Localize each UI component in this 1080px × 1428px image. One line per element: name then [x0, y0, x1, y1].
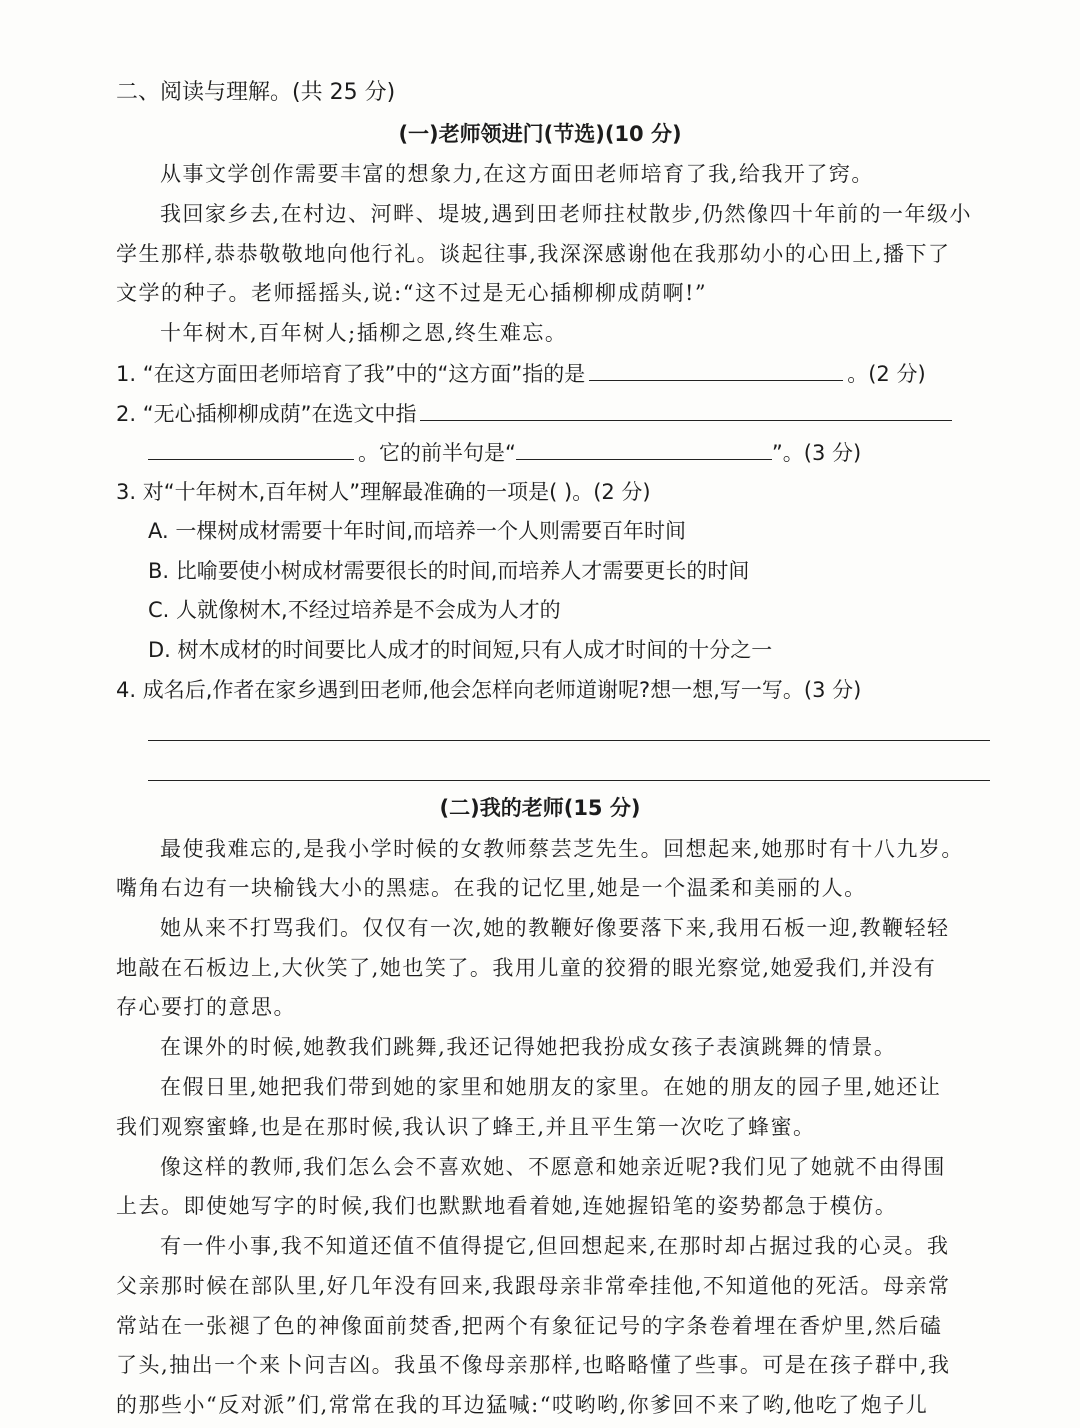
passage1-line: 从事文学创作需要丰富的想象力,在这方面田老师培育了我,给我开了窍。	[160, 162, 874, 186]
answer-blank-2a[interactable]	[420, 398, 952, 421]
passage1-line: 文学的种子。老师摇摇头,说:“这不过是无心插柳柳成荫啊!”	[116, 281, 708, 305]
passage1-line: 学生那样,恭恭敬敬地向他行礼。谈起往事,我深深感谢他在我那幼小的心田上,播下了	[116, 242, 951, 266]
question-2-mid: 。它的前半句是“	[358, 441, 516, 465]
question-3: 3. 对“十年树木,百年树人”理解最准确的一项是( )。(2 分)	[116, 480, 651, 504]
passage2-line: 她从来不打骂我们。仅仅有一次,她的教鞭好像要落下来,我用石板一迎,教鞭轻轻	[160, 916, 950, 940]
passage2-line: 常站在一张褪了色的神像面前焚香,把两个有象征记号的字条卷着埋在香炉里,然后磕	[116, 1314, 943, 1338]
question-1	[116, 358, 926, 389]
passage1-line: 我回家乡去,在村边、河畔、堤坡,遇到田老师拄杖散步,仍然像四十年前的一年级小	[160, 202, 973, 226]
passage1-title: (一)老师领进门(节选)(10 分)	[398, 122, 682, 146]
passage2-line: 嘴角右边有一块榆钱大小的黑痣。在我的记忆里,她是一个温柔和美丽的人。	[116, 876, 867, 900]
passage2-line: 的那些小“反对派”们,常常在我的耳边猛喊:“哎哟哟,你爹回不来了哟,他吃了炮子儿	[116, 1393, 929, 1417]
passage2-line: 我们观察蜜蜂,也是在那时候,我认识了蜂王,并且平生第一次吃了蜂蜜。	[116, 1115, 816, 1139]
option-c[interactable]: C. 人就像树木,不经过培养是不会成为人才的	[148, 598, 561, 622]
answer-blank-2c[interactable]	[516, 437, 772, 460]
question-4: 4. 成名后,作者在家乡遇到田老师,他会怎样向老师道谢呢?想一想,写一写。(3 分)	[116, 678, 862, 702]
passage2-line: 父亲那时候在部队里,好几年没有回来,我跟母亲非常牵挂他,不知道他的死活。母亲常	[116, 1274, 951, 1298]
passage2-line: 在假日里,她把我们带到她的家里和她朋友的家里。在她的朋友的园子里,她还让	[160, 1075, 942, 1099]
answer-line-4b[interactable]	[148, 780, 990, 781]
question-2-score: ”。(3 分)	[771, 441, 862, 465]
passage2-line: 上去。即使她写字的时候,我们也默默地看着她,连她握铅笔的姿势都急于模仿。	[116, 1194, 898, 1218]
option-a[interactable]: A. 一棵树成材需要十年时间,而培养一个人则需要百年时间	[148, 519, 687, 543]
passage2-line: 了头,抽出一个来卜问吉凶。我虽不像母亲那样,也略略懂了些事。可是在孩子群中,我	[116, 1353, 951, 1377]
section-heading: 二、阅读与理解。(共 25 分)	[116, 80, 396, 105]
option-d[interactable]: D. 树木成材的时间要比人成才的时间短,只有人成才时间的十分之一	[148, 638, 773, 662]
question-1-text: 1. “在这方面田老师培育了我”中的“这方面”指的是	[116, 362, 586, 386]
passage2-line: 存心要打的意思。	[116, 995, 296, 1019]
answer-blank-1[interactable]	[589, 358, 843, 381]
passage2-line: 在课外的时候,她教我们跳舞,我还记得她把我扮成女孩子表演跳舞的情景。	[160, 1035, 897, 1059]
passage2-title: (二)我的老师(15 分)	[439, 796, 641, 820]
question-2-text: 2. “无心插柳柳成荫”在选文中指	[116, 402, 417, 426]
passage2-line: 最使我难忘的,是我小学时候的女教师蔡芸芝先生。回想起来,她那时有十八九岁。	[160, 837, 964, 861]
passage2-line: 地敲在石板边上,大伙笑了,她也笑了。我用儿童的狡猾的眼光察觉,她爱我们,并没有	[116, 956, 937, 980]
answer-line-4a[interactable]	[148, 740, 990, 741]
answer-blank-2b[interactable]	[148, 437, 354, 460]
question-1-score: 。(2 分)	[847, 362, 926, 386]
option-b[interactable]: B. 比喻要使小树成材需要很长的时间,而培养人才需要更长的时间	[148, 559, 750, 583]
passage2-line: 有一件小事,我不知道还值不值得提它,但回想起来,在那时却占据过我的心灵。我	[160, 1234, 950, 1258]
passage1-line: 十年树木,百年树人;插柳之恩,终生难忘。	[160, 321, 568, 345]
question-2-continued	[148, 437, 861, 468]
passage2-line: 像这样的教师,我们怎么会不喜欢她、不愿意和她亲近呢?我们见了她就不由得围	[160, 1155, 946, 1179]
question-2	[116, 398, 956, 429]
